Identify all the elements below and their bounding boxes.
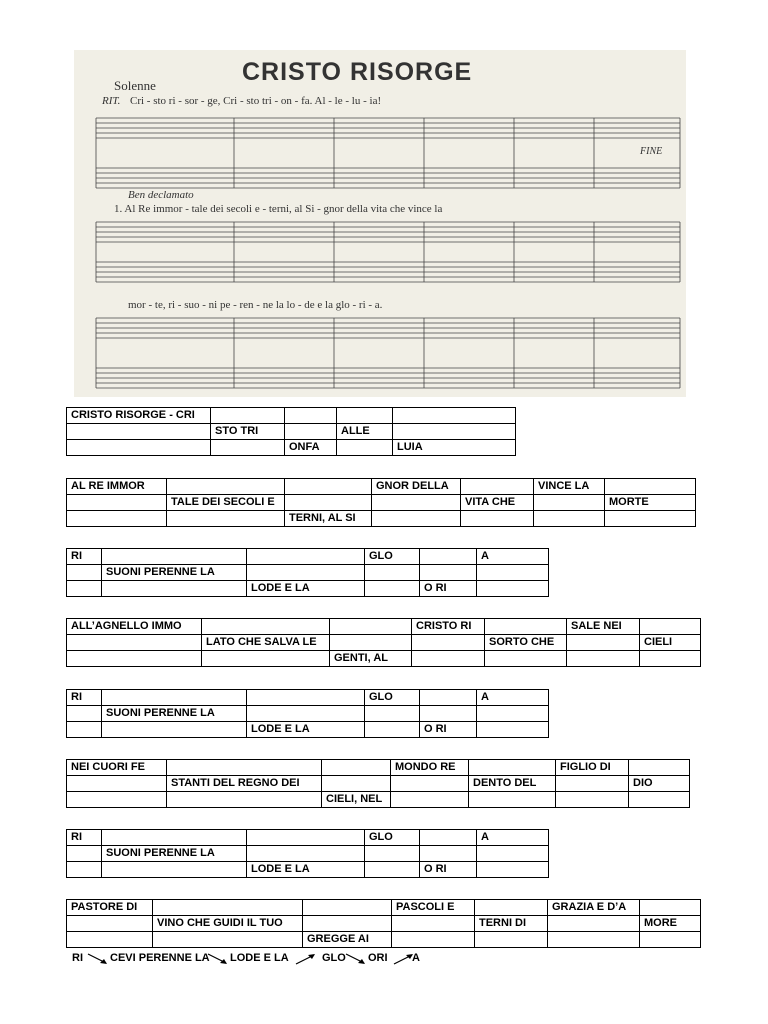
table-cell	[247, 565, 365, 581]
table-cell	[477, 581, 549, 597]
table-cell	[372, 495, 461, 511]
score-line3-lyrics: mor - te, ri - suo - ni pe - ren - ne la lo - de e la glo - ri - a.	[128, 299, 383, 311]
score-line1-lyrics: Cri - sto ri - sor - ge, Cri - sto tri - on - fa. Al - le - lu - ia!	[130, 95, 382, 107]
table-cell	[102, 690, 247, 706]
table-cell	[556, 776, 629, 792]
table-cell	[247, 690, 365, 706]
table-cell	[167, 792, 322, 808]
lyrics-table	[66, 689, 549, 738]
table-cell: CIELI	[640, 635, 701, 651]
table-cell	[640, 900, 701, 916]
table-cell	[202, 619, 330, 635]
table-row	[67, 581, 549, 597]
table-row	[67, 722, 549, 738]
table-cell: MORE	[640, 916, 701, 932]
table-cell	[548, 932, 640, 948]
table-cell	[337, 408, 393, 424]
lyrics-table	[66, 618, 701, 667]
table-cell	[420, 846, 477, 862]
table-cell: SUONI PERENNE LA	[102, 706, 247, 722]
table-cell: FIGLIO DI	[556, 760, 629, 776]
table-cell: LODE E LA	[247, 722, 365, 738]
table-row	[67, 651, 701, 667]
table-cell	[67, 440, 211, 456]
table-cell	[477, 706, 549, 722]
table-cell: STANTI DEL REGNO DEI	[167, 776, 322, 792]
score-fine: FINE	[640, 146, 663, 157]
table-cell	[393, 408, 516, 424]
table-row	[67, 690, 549, 706]
table-cell: SUONI PERENNE LA	[102, 846, 247, 862]
score-title: CRISTO RISORGE	[242, 58, 473, 86]
table-row	[67, 440, 516, 456]
table-cell	[475, 900, 548, 916]
bottom-word: GLO	[322, 952, 346, 964]
table-cell	[153, 932, 303, 948]
table-cell: O RI	[420, 722, 477, 738]
table-cell: CRISTO RI	[412, 619, 485, 635]
table-cell	[365, 581, 420, 597]
table-row	[67, 706, 549, 722]
table-cell	[534, 511, 605, 527]
table-cell: RI	[67, 549, 102, 565]
table-cell: LODE E LA	[247, 862, 365, 878]
table-cell	[629, 760, 690, 776]
table-cell	[365, 722, 420, 738]
table-cell	[330, 635, 412, 651]
table-cell	[303, 916, 392, 932]
table-cell: AL RE IMMOR	[67, 479, 167, 495]
table-cell	[67, 776, 167, 792]
table-cell: GREGGE AI	[303, 932, 392, 948]
table-cell	[167, 479, 285, 495]
table-cell: LUIA	[393, 440, 516, 456]
table-cell	[605, 479, 696, 495]
table-row	[67, 916, 701, 932]
table-row	[67, 776, 690, 792]
table-cell	[412, 635, 485, 651]
table-cell	[605, 511, 696, 527]
score-rit-label: RIT.	[102, 95, 121, 107]
table-cell	[420, 706, 477, 722]
table-cell	[67, 651, 202, 667]
table-cell: DENTO DEL	[469, 776, 556, 792]
arrow-up-right-icon	[294, 952, 318, 966]
table-cell: ONFA	[285, 440, 337, 456]
table-cell	[67, 581, 102, 597]
table-cell: GENTI, AL	[330, 651, 412, 667]
lyrics-table	[66, 407, 516, 456]
table-cell	[285, 424, 337, 440]
table-cell	[392, 916, 475, 932]
table-cell: MORTE	[605, 495, 696, 511]
table-cell: ALLE	[337, 424, 393, 440]
table-cell: RI	[67, 690, 102, 706]
table-cell	[67, 722, 102, 738]
table-cell	[102, 581, 247, 597]
table-cell: CIELI, NEL	[322, 792, 391, 808]
table-cell: GNOR DELLA	[372, 479, 461, 495]
table-row	[67, 932, 701, 948]
table-cell	[412, 651, 485, 667]
table-cell	[337, 440, 393, 456]
table-cell: O RI	[420, 862, 477, 878]
table-cell	[67, 511, 167, 527]
table-cell	[303, 900, 392, 916]
bottom-word: CEVI PERENNE LA	[110, 952, 210, 964]
table-cell: TALE DEI SECOLI E	[167, 495, 285, 511]
table-row	[67, 424, 516, 440]
table-cell: LATO CHE SALVA LE	[202, 635, 330, 651]
table-cell	[556, 792, 629, 808]
table-cell: SALE NEI	[567, 619, 640, 635]
table-cell	[67, 792, 167, 808]
table-cell	[629, 792, 690, 808]
table-cell	[167, 760, 322, 776]
table-cell	[67, 932, 153, 948]
table-cell	[211, 440, 285, 456]
table-row	[67, 862, 549, 878]
table-cell	[534, 495, 605, 511]
table-cell	[285, 408, 337, 424]
table-cell: MONDO RE	[391, 760, 469, 776]
table-cell	[567, 651, 640, 667]
table-cell	[477, 565, 549, 581]
table-cell	[247, 549, 365, 565]
table-cell	[475, 932, 548, 948]
table-cell: TERNI DI	[475, 916, 548, 932]
table-row	[67, 900, 701, 916]
table-cell	[372, 511, 461, 527]
table-cell	[485, 619, 567, 635]
table-cell	[469, 760, 556, 776]
table-cell: NEI CUORI FE	[67, 760, 167, 776]
table-cell	[67, 846, 102, 862]
table-cell	[285, 495, 372, 511]
bottom-word: RI	[72, 952, 83, 964]
bottom-word: ORI	[368, 952, 388, 964]
lyrics-table	[66, 759, 690, 808]
table-row	[67, 479, 696, 495]
table-cell	[330, 619, 412, 635]
table-cell	[469, 792, 556, 808]
table-cell	[640, 619, 701, 635]
table-cell: SUONI PERENNE LA	[102, 565, 247, 581]
table-cell: GLO	[365, 690, 420, 706]
arrow-down-right-icon	[344, 952, 368, 966]
table-cell	[365, 862, 420, 878]
score-tempo: Solenne	[114, 78, 156, 93]
table-cell	[102, 862, 247, 878]
table-cell	[365, 846, 420, 862]
table-cell	[420, 565, 477, 581]
table-row	[67, 619, 701, 635]
table-cell	[102, 830, 247, 846]
table-cell	[67, 916, 153, 932]
lyrics-table	[66, 548, 549, 597]
score-drawing	[74, 50, 686, 397]
table-cell	[247, 830, 365, 846]
table-cell: VINCE LA	[534, 479, 605, 495]
table-row	[67, 830, 549, 846]
table-row	[67, 846, 549, 862]
table-cell: RI	[67, 830, 102, 846]
table-cell: LODE E LA	[247, 581, 365, 597]
table-cell	[365, 706, 420, 722]
table-cell	[102, 722, 247, 738]
table-cell	[202, 651, 330, 667]
table-cell: A	[477, 690, 549, 706]
table-cell: GLO	[365, 549, 420, 565]
table-cell: GRAZIA E D’A	[548, 900, 640, 916]
table-cell	[640, 651, 701, 667]
sheet-music-score	[74, 50, 686, 397]
table-cell	[461, 479, 534, 495]
table-cell	[67, 495, 167, 511]
table-cell	[247, 846, 365, 862]
table-cell	[322, 776, 391, 792]
table-cell	[420, 549, 477, 565]
score-ben-declamato: Ben declamato	[128, 189, 194, 201]
table-cell	[392, 932, 475, 948]
table-row	[67, 565, 549, 581]
table-row	[67, 408, 516, 424]
table-cell	[485, 651, 567, 667]
arrow-down-right-icon	[206, 952, 230, 966]
table-cell: STO TRI	[211, 424, 285, 440]
table-cell: PASCOLI E	[392, 900, 475, 916]
table-cell	[67, 565, 102, 581]
table-cell	[285, 479, 372, 495]
table-cell	[567, 635, 640, 651]
table-cell	[391, 776, 469, 792]
lyrics-table	[66, 478, 696, 527]
table-cell	[153, 900, 303, 916]
table-cell: GLO	[365, 830, 420, 846]
table-cell	[211, 408, 285, 424]
table-cell	[67, 424, 211, 440]
table-row	[67, 549, 549, 565]
table-cell: PASTORE DI	[67, 900, 153, 916]
table-cell: DIO	[629, 776, 690, 792]
bottom-word: A	[412, 952, 420, 964]
lyrics-table	[66, 829, 549, 878]
arrow-down-right-icon	[86, 952, 110, 966]
table-cell	[393, 424, 516, 440]
table-cell	[548, 916, 640, 932]
table-cell	[391, 792, 469, 808]
table-cell	[477, 862, 549, 878]
table-cell: VITA CHE	[461, 495, 534, 511]
table-cell: ALL’AGNELLO IMMO	[67, 619, 202, 635]
table-cell	[247, 706, 365, 722]
table-row	[67, 792, 690, 808]
table-cell: SORTO CHE	[485, 635, 567, 651]
table-cell: A	[477, 549, 549, 565]
table-row	[67, 760, 690, 776]
table-cell: VINO CHE GUIDI IL TUO	[153, 916, 303, 932]
table-cell	[67, 635, 202, 651]
table-cell: O RI	[420, 581, 477, 597]
table-cell	[102, 549, 247, 565]
table-row	[67, 635, 701, 651]
table-cell: A	[477, 830, 549, 846]
table-cell	[477, 846, 549, 862]
table-cell	[67, 706, 102, 722]
table-cell	[67, 862, 102, 878]
table-cell	[640, 932, 701, 948]
table-cell	[461, 511, 534, 527]
table-cell	[365, 565, 420, 581]
lyrics-table	[66, 899, 701, 948]
table-cell	[167, 511, 285, 527]
table-row	[67, 495, 696, 511]
staff-lines	[96, 118, 680, 388]
table-cell	[477, 722, 549, 738]
bottom-word: LODE E LA	[230, 952, 289, 964]
score-line2-lyrics: 1. Al Re immor - tale dei secoli e - terni, al Si - gnor della vita che vince la	[114, 203, 443, 215]
table-cell	[322, 760, 391, 776]
table-cell: TERNI, AL SI	[285, 511, 372, 527]
table-cell	[420, 830, 477, 846]
table-row	[67, 511, 696, 527]
table-cell: CRISTO RISORGE - CRI	[67, 408, 211, 424]
table-cell	[420, 690, 477, 706]
